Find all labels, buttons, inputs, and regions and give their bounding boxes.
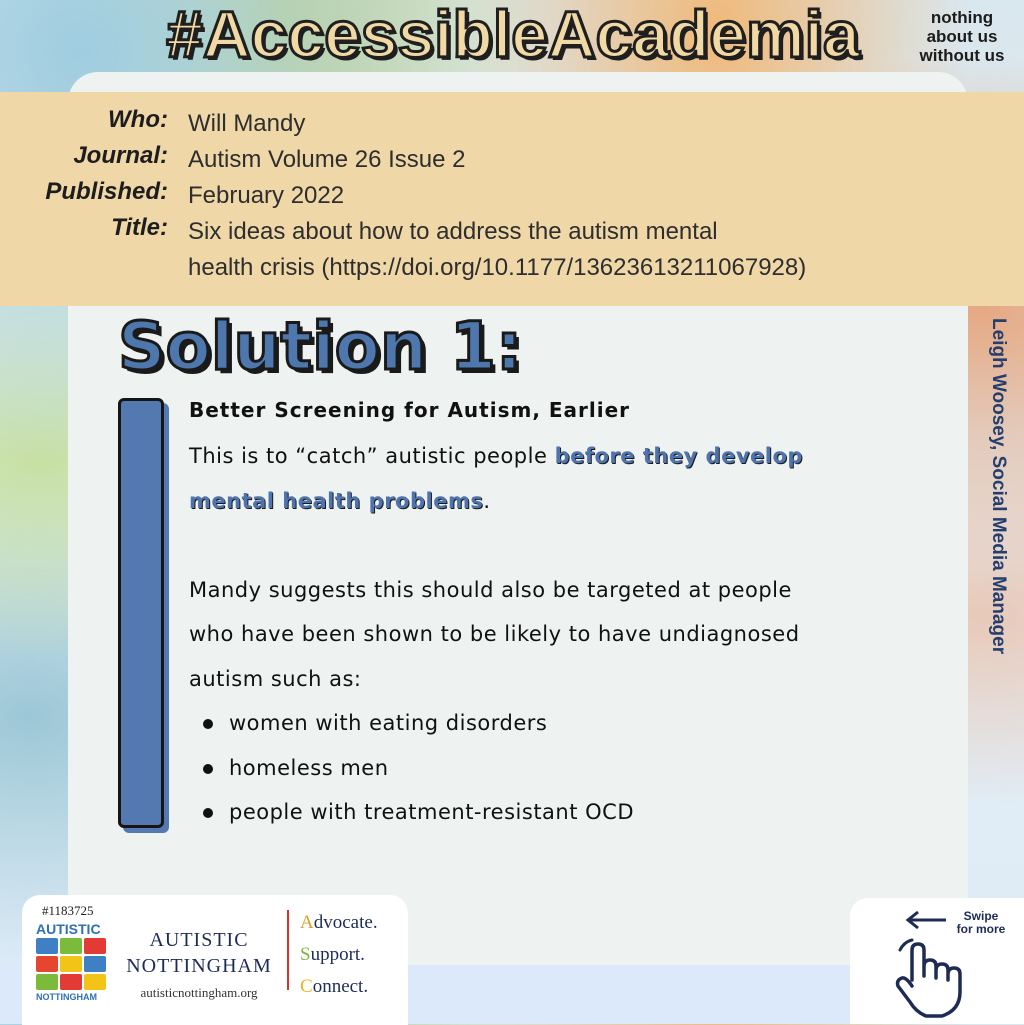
journal-value: Autism Volume 26 Issue 2 bbox=[188, 146, 466, 173]
title-line-1: Six ideas about how to address the autism mental bbox=[188, 218, 718, 245]
logo-square bbox=[36, 956, 58, 972]
org-url: autisticnottingham.org bbox=[140, 985, 258, 1000]
swipe-line-1: Swipe bbox=[963, 909, 999, 923]
org-name-line-1: AUTISTIC bbox=[149, 929, 249, 951]
bullet-list bbox=[189, 701, 929, 835]
list-item: homeless men bbox=[189, 746, 929, 791]
tagline-rest: upport. bbox=[310, 944, 365, 965]
list-item: people with treatment-resistant OCD bbox=[189, 790, 929, 835]
blank-line bbox=[189, 523, 929, 568]
tagline-cap: S bbox=[300, 944, 311, 965]
logo-square bbox=[36, 974, 58, 990]
solution-subheading: Better Screening for Autism, Earlier bbox=[189, 398, 631, 422]
swipe-line-2: for more bbox=[956, 922, 1006, 936]
logo-word-bottom: NOTTINGHAM bbox=[36, 992, 97, 1002]
logo-square bbox=[60, 938, 82, 954]
tagline-connect bbox=[300, 971, 378, 1003]
logo-word-top: AUTISTIC bbox=[36, 921, 101, 937]
line1-text: This is to “catch” autistic people bbox=[189, 444, 555, 468]
logo-square bbox=[60, 974, 82, 990]
published-value: February 2022 bbox=[188, 182, 345, 209]
logo-square bbox=[36, 938, 58, 954]
slogan-line-1: nothing bbox=[930, 8, 994, 27]
author-credit-text: Leigh Woosey, Social Media Manager bbox=[988, 318, 1009, 655]
paper-info-band bbox=[0, 92, 1024, 306]
highlight-text-1: before they develop bbox=[554, 444, 803, 468]
who-label: Who: bbox=[108, 106, 168, 133]
arrow-left-icon bbox=[904, 910, 948, 930]
org-name bbox=[114, 927, 284, 979]
solution-line-2 bbox=[189, 479, 929, 524]
solution-heading: Solution 1: bbox=[118, 308, 523, 385]
charity-number: #1183725 bbox=[42, 903, 94, 918]
logo-square bbox=[60, 956, 82, 972]
swipe-hand-icon bbox=[890, 936, 974, 1020]
tagline-cap: A bbox=[300, 912, 314, 933]
swipe-prompt[interactable] bbox=[850, 898, 1024, 1024]
published-label: Published: bbox=[45, 178, 168, 205]
para2-line-1: Mandy suggests this should also be targeted at people bbox=[189, 577, 792, 602]
tagline-advocate bbox=[300, 907, 378, 939]
logo-square bbox=[84, 956, 106, 972]
logo-grid-icon bbox=[36, 938, 106, 990]
slogan bbox=[906, 8, 1018, 65]
title-value bbox=[188, 214, 908, 286]
hashtag-title: #AccessibleAcademia bbox=[166, 0, 860, 71]
divider bbox=[287, 910, 289, 990]
title-line-2: health crisis (https://doi.org/10.1177/13623613211067928) bbox=[188, 254, 807, 281]
para2-line-3: autism such as: bbox=[189, 666, 362, 691]
list-item: women with eating disorders bbox=[189, 701, 929, 746]
tagline bbox=[300, 907, 378, 1003]
swipe-text bbox=[946, 910, 1016, 936]
slogan-line-2: about us bbox=[926, 27, 998, 46]
who-value: Will Mandy bbox=[188, 110, 306, 137]
logo-square bbox=[84, 974, 106, 990]
tagline-cap: C bbox=[300, 976, 313, 997]
highlight-text-2: mental health problems bbox=[189, 488, 484, 513]
tagline-support bbox=[300, 939, 378, 971]
organisation-logo-card bbox=[22, 895, 408, 1025]
org-name-line-2: NOTTINGHAM bbox=[126, 955, 272, 977]
author-credit bbox=[985, 318, 1015, 718]
tagline-rest: dvocate. bbox=[313, 912, 378, 933]
solution-line-1 bbox=[189, 434, 929, 479]
accent-bar bbox=[118, 398, 164, 828]
para2-line-2: who have been shown to be likely to have undiagnosed bbox=[189, 622, 800, 646]
title-label: Title: bbox=[111, 214, 168, 241]
journal-label: Journal: bbox=[73, 142, 168, 169]
tagline-rest: onnect. bbox=[312, 976, 369, 997]
logo-square bbox=[84, 938, 106, 954]
slogan-line-3: without us bbox=[919, 46, 1005, 65]
solution-content bbox=[189, 398, 929, 835]
line2-text: . bbox=[483, 488, 491, 513]
